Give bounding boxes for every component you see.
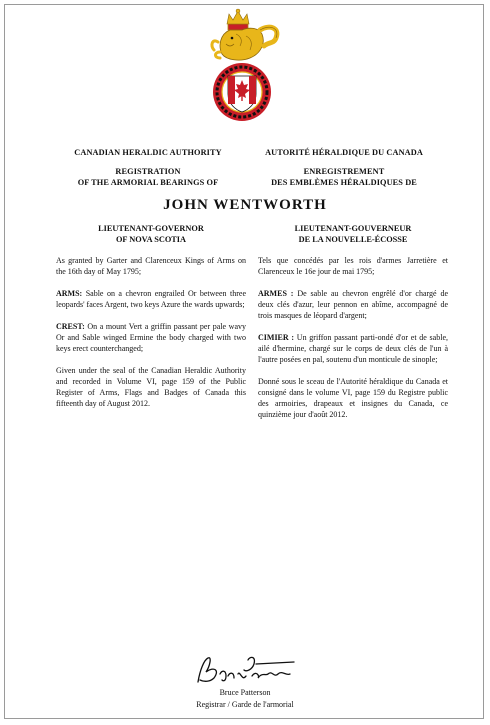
- lion-icon: [212, 27, 277, 60]
- grant-text-en: As granted by Garter and Clarenceux Kings of Arms on the 16th day of May 1795;: [56, 256, 246, 276]
- registration-heading-en-line1: REGISTRATION: [115, 167, 181, 176]
- crest-blazon-fr: [258, 332, 448, 365]
- grant-text-fr: Tels que concédés par les rois d'armes Jarretière et Clarenceux le 16e jour de mai 1795;: [258, 256, 448, 276]
- given-under-seal-en: Given under the seal of the Canadian Heraldic Authority and recorded in Volume VI, page 159 of the Public Register of Arms, Flags and Badges of Canada this fifteenth day of August 2012.: [56, 366, 246, 408]
- arms-label-en: ARMS:: [56, 289, 83, 298]
- office-title-fr-line1: LIEUTENANT-GOUVERNEUR: [294, 224, 412, 233]
- authority-name-en: CANADIAN HERALDIC AUTHORITY: [74, 148, 222, 157]
- crest-text-en: On a mount Vert a griffin passant per pale wavy Or and Sable winged Ermine the body charged with two keys erect counterchanged;: [56, 322, 246, 353]
- heraldic-authority-emblem: [200, 8, 290, 126]
- office-title-en: [56, 223, 246, 245]
- registrar-title: Registrar / Garde de l'armorial: [196, 700, 294, 709]
- french-column: [258, 223, 448, 431]
- arms-blazon-fr: [258, 288, 448, 321]
- crown-icon: [227, 9, 249, 30]
- armiger-name: JOHN WENTWORTH: [163, 197, 327, 213]
- arms-blazon-en: [56, 288, 246, 310]
- crest-blazon-en: [56, 321, 246, 354]
- arms-label-fr: ARMES :: [258, 289, 294, 298]
- crest-text-fr: Un griffon passant parti-ondé d'or et de sable, ailé d'hermine, chargé sur le corps de deux clés de l'un à l'autre posées en pal, soutenu d'un monticule de sinople;: [258, 333, 448, 364]
- given-under-seal-fr: Donné sous le sceau de l'Autorité héraldique du Canada et consigné dans le volume VI, page 159 du Registre public des armoiries, drapeaux et insignes du Canada, ce quinzième jour d'août 2012.: [258, 377, 448, 419]
- registration-heading-fr-line1: ENREGISTREMENT: [303, 167, 385, 176]
- crest-label-fr: CIMIER :: [258, 333, 295, 342]
- authority-name-fr: AUTORITÉ HÉRALDIQUE DU CANADA: [265, 148, 423, 157]
- office-title-en-line1: LIEUTENANT-GOVERNOR: [98, 224, 204, 233]
- office-title-fr-line2: DE LA NOUVELLE-ÉCOSSE: [298, 235, 408, 244]
- registrar-name: Bruce Patterson: [219, 688, 271, 697]
- arms-text-fr: De sable au chevron engrêlé d'or chargé de deux clés d'azur, leur pennon en abîme, accompagné de trois masques de léopard d'argent;: [258, 289, 448, 320]
- crest-label-en: CREST:: [56, 322, 85, 331]
- registration-heading-fr-line2: DES EMBLÈMES HÉRALDIQUES DE: [271, 178, 417, 187]
- arms-text-en: Sable on a chevron engrailed Or between three leopards' faces Argent, two keys Azure the wards upwards;: [56, 289, 246, 309]
- office-title-fr: [258, 223, 448, 245]
- registration-heading-en-line2: OF THE ARMORIAL BEARINGS OF: [77, 178, 219, 187]
- english-column: [56, 223, 246, 420]
- office-title-en-line2: OF NOVA SCOTIA: [115, 235, 187, 244]
